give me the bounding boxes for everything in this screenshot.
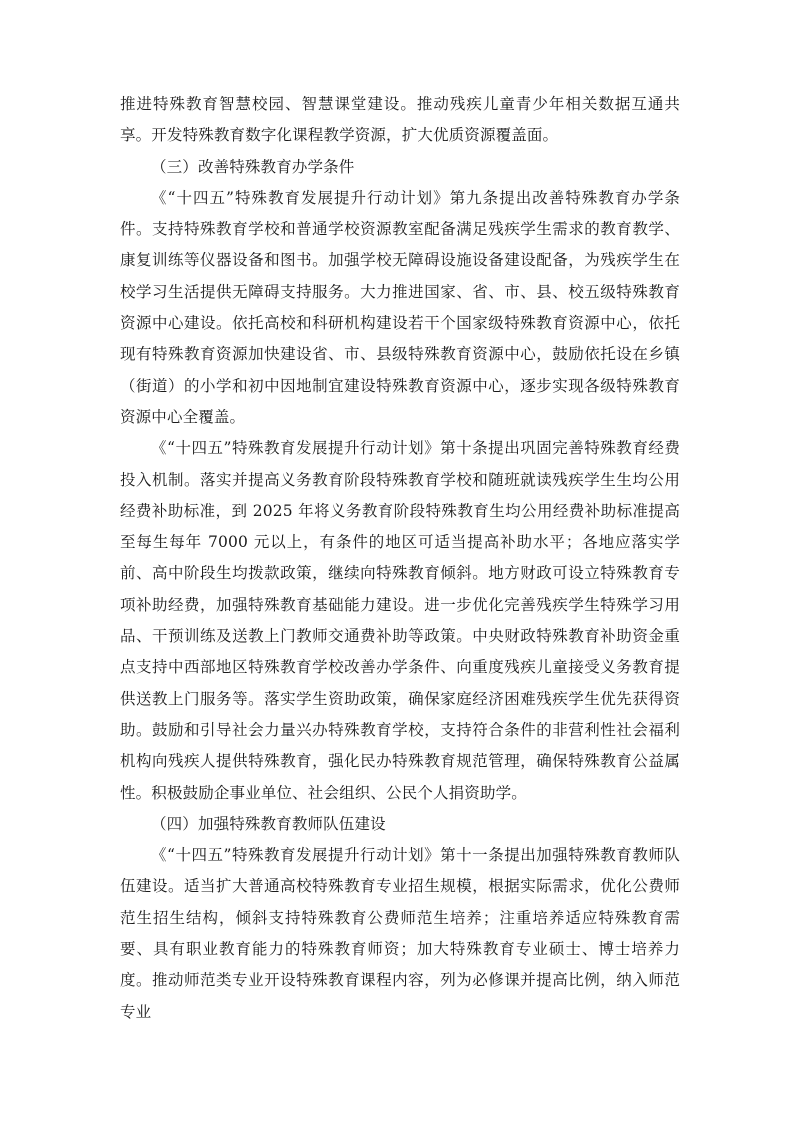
paragraph-continuation: 推进特殊教育智慧校园、智慧课堂建设。推动残疾儿童青少年相关数据互通共享。开发特殊教育数字化课程教学资源，扩大优质资源覆盖面。 — [120, 95, 680, 145]
paragraph-article-11: 《“十四五”特殊教育发展提升行动计划》第十一条提出加强特殊教育教师队伍建设。适当扩大普通高校特殊教育专业招生规模，根据实际需求，优化公费师范生招生结构，倾斜支持特殊教育公费师范生培养；注重培养适应特殊教育需要、具有职业教育能力的特殊教育师资；加大特殊教育专业硕士、博士培养力度。推动师范类专业开设特殊教育课程内容，列为必修课并提高比例，纳入师范专业 — [120, 846, 680, 1021]
section-heading-3: （三）改善特殊教育办学条件 — [151, 157, 355, 176]
section-heading-4: （四）加强特殊教育教师队伍建设 — [151, 814, 386, 833]
paragraph-article-10: 《“十四五”特殊教育发展提升行动计划》第十条提出巩固完善特殊教育经费投入机制。落实并提高义务教育阶段特殊教育学校和随班就读残疾学生生均公用经费补助标准，到 2025 年将义务教育阶段特殊教育生均公用经费补助标准提高至每生每年 7000 元以上，有条件的地区可适当提高补助水平；各地应落实学前、高中阶段生均拨款政策，继续向特殊教育倾斜。地方财政可设立特殊教育专项补助经费，加强特殊教育基础能力建设。进一步优化完善残疾学生特殊学习用品、干预训练及送教上门教师交通费补助等政策。中央财政特殊教育补助资金重点支持中西部地区特殊教育学校改善办学条件、向重度残疾儿童接受义务教育提供送教上门服务等。落实学生资助政策，确保家庭经济困难残疾学生优先获得资助。鼓励和引导社会力量兴办特殊教育学校，支持符合条件的非营利性社会福利机构向残疾人提供特殊教育，强化民办特殊教育规范管理，确保特殊教育公益属性。积极鼓励企事业单位、社会组织、公民个人捐资助学。 — [120, 439, 680, 802]
paragraph-article-9: 《“十四五”特殊教育发展提升行动计划》第九条提出改善特殊教育办学条件。支持特殊教育学校和普通学校资源教室配备满足残疾学生需求的教育教学、康复训练等仪器设备和图书。加强学校无障碍设施设备建设配备，为残疾学生在校学习生活提供无障碍支持服务。大力推进国家、省、市、县、校五级特殊教育资源中心建设。依托高校和科研机构建设若干个国家级特殊教育资源中心，依托现有特殊教育资源加快建设省、市、县级特殊教育资源中心，鼓励依托设在乡镇（街道）的小学和初中因地制宜建设特殊教育资源中心，逐步实现各级特殊教育资源中心全覆盖。 — [120, 188, 680, 426]
document-page — [120, 89, 680, 1028]
